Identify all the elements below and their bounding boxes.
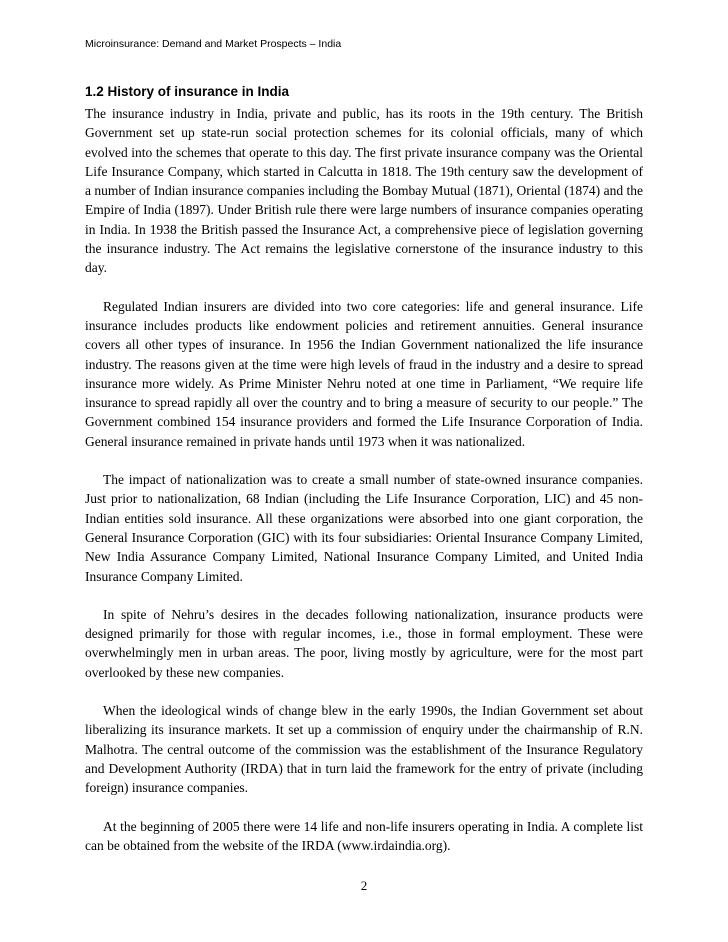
paragraph-4: In spite of Nehru’s desires in the decades following nationalization, insurance products were designed primarily for those with regular incomes, i.e., those in formal employment. These were overwhelmingly men in urban areas. The poor, living mostly by agriculture, were for the most part overlooked by these new companies. <box>85 606 643 680</box>
paragraph-3: The impact of nationalization was to create a small number of state-owned insurance companies. Just prior to nationalization, 68 Indian (including the Life Insurance Corporation, LIC) and 45 non-Indian entities sold insurance. All these organizations were absorbed into one giant corporation, the General Insurance Corporation (GIC) with its four subsidiaries: Oriental Insurance Company Limited, New India Assurance Company Limited, National Insurance Company Limited, and United India Insurance Company Limited. <box>85 472 643 584</box>
section-heading: 1.2 History of insurance in India <box>85 84 290 99</box>
paragraph-2: Regulated Indian insurers are divided into two core categories: life and general insurance. Life insurance includes products like endowment policies and retirement annuities. General insurance covers all other types of insurance. In 1956 the Indian Government nationalized the life insurance industry. The reasons given at the time were high levels of fraud in the industry and a desire to spread insurance more widely. As Prime Minister Nehru noted at one time in Parliament, “We require life insurance to spread rapidly all over the country and to bring a measure of security to our people.” The Government combined 154 insurance providers and formed the Life Insurance Corporation of India. General insurance remained in private hands until 1973 when it was nationalized. <box>85 298 643 449</box>
paragraph-1: The insurance industry in India, private and public, has its roots in the 19th century. The British Government set up state-run social protection schemes for its colonial officials, many of which evolved into the schemes that operate to this day. The first private insurance company was the Oriental Life Insurance Company, which started in Calcutta in 1818. The 19th century saw the development of a number of Indian insurance companies including the Bombay Mutual (1871), Oriental (1874) and the Empire of India (1897). Under British rule there were large numbers of insurance companies operating in India. In 1938 the British passed the Insurance Act, a comprehensive piece of legislation governing the insurance industry. The Act remains the legislative cornerstone of the insurance industry to this day. <box>85 106 643 276</box>
paragraph-5: When the ideological winds of change blew in the early 1990s, the Indian Government set about liberalizing its insurance markets. It set up a commission of enquiry under the chairmanship of R.N. Malhotra. The central outcome of the commission was the establishment of the Insurance Regulatory and Development Authority (IRDA) that in turn laid the framework for the entry of private (including foreign) insurance companies. <box>85 703 643 796</box>
page-number: 2 <box>360 878 368 893</box>
section-body <box>85 104 643 874</box>
paragraph-6: At the beginning of 2005 there were 14 life and non-life insurers operating in India. A complete list can be obtained from the website of the IRDA (www.irdaindia.org). <box>85 818 643 853</box>
running-header: Microinsurance: Demand and Market Prospects – India <box>85 38 342 50</box>
